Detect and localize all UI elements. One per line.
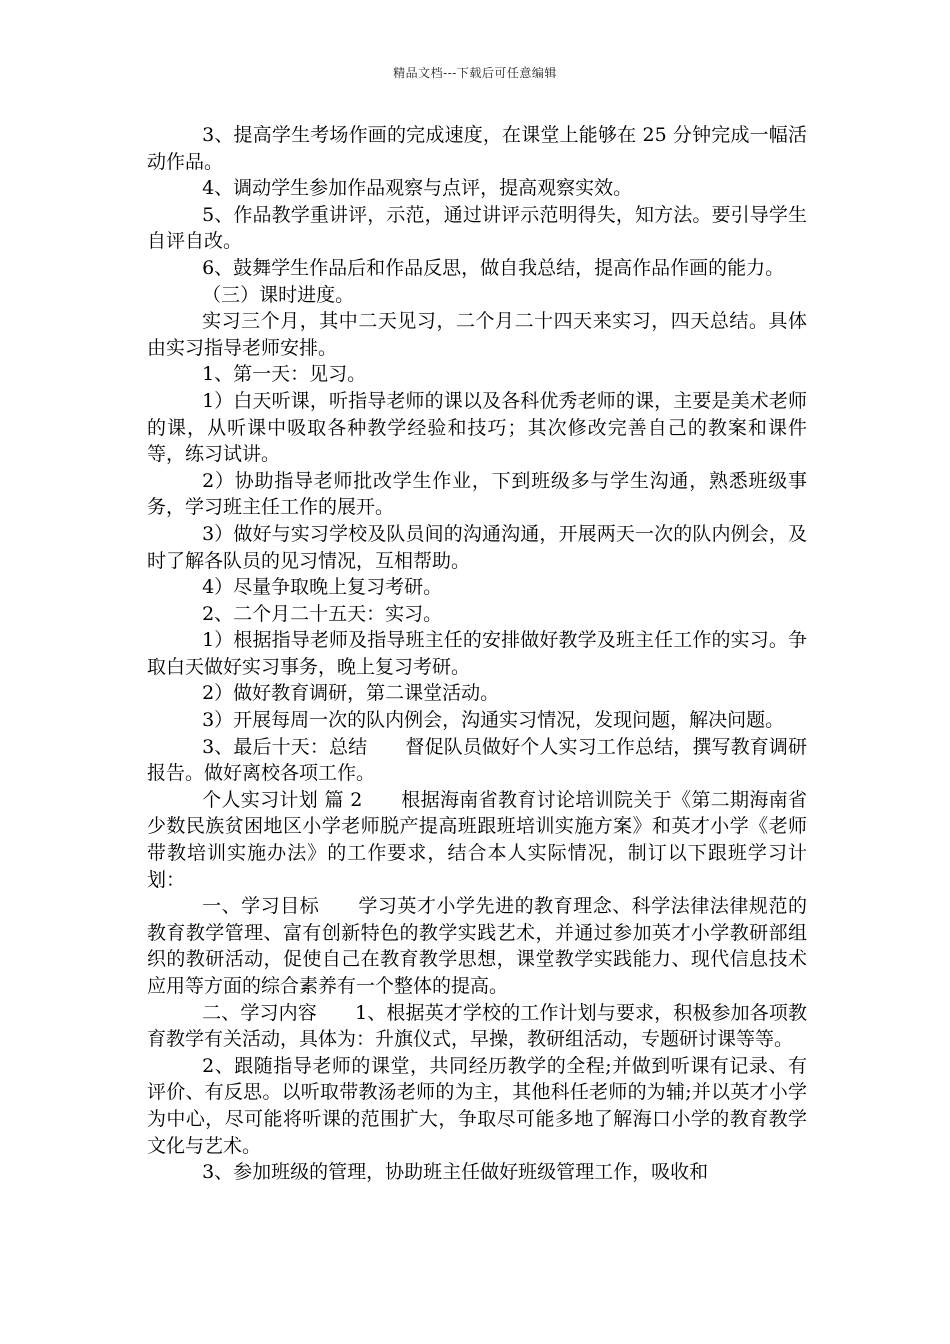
paragraph: 一、学习目标 学习英才小学先进的教育理念、科学法律法律规范的教育教学管理、富有创新特色的教学实践艺术，并通过参加英才小学教研部组织的教研活动，促使自己在教育教学思想，课堂教学实践能力、现代信息技术应用等方面的综合素养有一个整体的提高。 — [147, 895, 807, 997]
paragraph: 个人实习计划 篇 2 根据海南省教育讨论培训院关于《第二期海南省少数民族贫困地区小学老师脱产提高班跟班培训实施方案》和英才小学《老师带教培训实施办法》的工作要求，结合本人实际情况，制订以下跟班学习计划： — [147, 788, 807, 891]
paragraph: 3）做好与实习学校及队员间的沟通沟通，开展两天一次的队内例会，及时了解各队员的见习情况，互相帮助。 — [147, 522, 807, 572]
paragraph: 2、跟随指导老师的课堂，共同经历教学的全程;并做到听课有记录、有评价、有反思。以听取带教汤老师的为主，其他科任老师的为辅;并以英才小学为中心，尽可能将听课的范围扩大，争取尽可能多地了解海口小学的教育教学文化与艺术。 — [147, 1054, 807, 1157]
paragraph: 1）根据指导老师及指导班主任的安排做好教学及班主任工作的实习。争取白天做好实习事务，晚上复习考研。 — [147, 629, 807, 678]
paragraph: 1）白天听课，听指导老师的课以及各科优秀老师的课，主要是美术老师的课，从听课中吸取各种教学经验和技巧；其次修改完善自己的教案和课件等，练习试讲。 — [147, 389, 807, 466]
paragraph: 二、学习内容 1、根据英才学校的工作计划与要求，积极参加各项教育教学有关活动，具体为：升旗仪式，早操，教研组活动，专题研讨课等等。 — [147, 1001, 807, 1051]
paragraph: 4）尽量争取晚上复习考研。 — [202, 576, 443, 599]
document-body — [147, 122, 807, 1186]
paragraph: 1、第一天：见习。 — [202, 363, 367, 386]
paragraph: 6、鼓舞学生作品后和作品反思，做自我总结，提高作品作画的能力。 — [202, 256, 785, 279]
paragraph: 3、最后十天：总结 督促队员做好个人实习工作总结，撰写教育调研报告。做好离校各项工作。 — [147, 735, 807, 785]
paragraph: 实习三个月，其中二天见习，二个月二十四天来实习，四天总结。具体由实习指导老师安排。 — [147, 310, 807, 359]
section-heading: （三）课时进度。 — [202, 283, 355, 306]
paragraph: 2）做好教育调研，第二课堂活动。 — [202, 682, 500, 705]
paragraph: 2、二个月二十五天：实习。 — [202, 602, 443, 625]
paragraph: 5、作品教学重讲评，示范，通过讲评示范明得失，知方法。要引导学生自评自改。 — [147, 203, 807, 253]
paragraph: 4、调动学生参加作品观察与点评，提高观察实效。 — [202, 177, 633, 200]
page-header: 精品文档---下载后可任意编辑 — [393, 66, 557, 80]
paragraph: 3、提高学生考场作画的完成速度，在课堂上能够在 25 分钟完成一幅活动作品。 — [147, 124, 807, 173]
paragraph: 2）协助指导老师批改学生作业，下到班级多与学生沟通，熟悉班级事务，学习班主任工作的展开。 — [147, 469, 807, 519]
paragraph: 3、参加班级的管理，协助班主任做好班级管理工作，吸收和 — [202, 1161, 709, 1184]
paragraph: 3）开展每周一次的队内例会，沟通实习情况，发现问题，解决问题。 — [202, 709, 785, 732]
